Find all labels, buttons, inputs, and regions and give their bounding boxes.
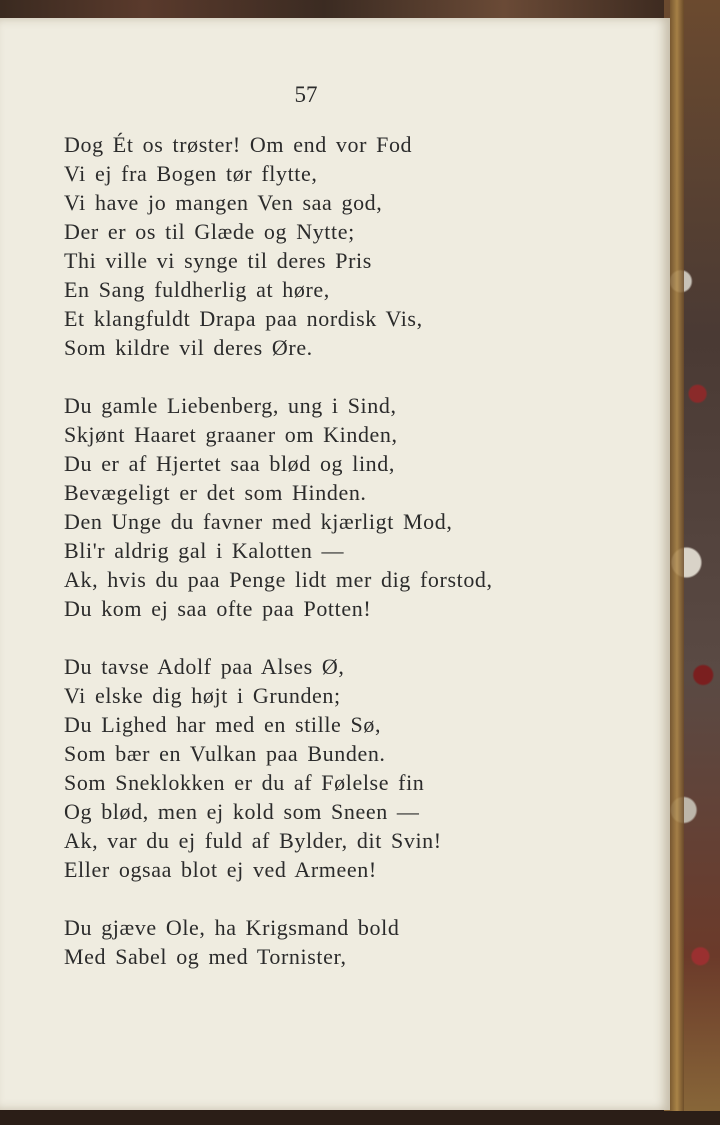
poem-line: Den Unge du favner med kjærligt Mod, (64, 509, 453, 534)
poem-line: Du gjæve Ole, ha Krigsmand bold (64, 915, 400, 940)
book-cover-top-edge (0, 0, 720, 20)
page-number: 57 (294, 82, 318, 107)
poem-line: Og blød, men ej kold som Sneen — (64, 799, 420, 824)
stanza-2 (64, 391, 624, 623)
book-cover-bottom-edge (0, 1111, 720, 1125)
poem-line: Vi have jo mangen Ven saa god, (64, 190, 383, 215)
poem-line: Skjønt Haaret graaner om Kinden, (64, 422, 398, 447)
poem-line: Vi elske dig højt i Grunden; (64, 683, 341, 708)
poem-line: Bevægeligt er det som Hinden. (64, 480, 367, 505)
poem-line: Vi ej fra Bogen tør flytte, (64, 161, 318, 186)
poem-line: Dog Ét os trøster! Om end vor Fod (64, 132, 413, 157)
poem-line: Du Lighed har med en stille Sø, (64, 712, 382, 737)
poem-line: Du gamle Liebenberg, ung i Sind, (64, 393, 397, 418)
book-spine-edge (670, 0, 684, 1125)
poem-line: Du er af Hjertet saa blød og lind, (64, 451, 395, 476)
book-page (0, 18, 670, 1110)
poem-line: Thi ville vi synge til deres Pris (64, 248, 372, 273)
poem-line: Bli'r aldrig gal i Kalotten — (64, 538, 345, 563)
poem-line: Med Sabel og med Tornister, (64, 944, 347, 969)
poem-line: Ak, hvis du paa Penge lidt mer dig forstod, (64, 567, 493, 592)
stanza-3 (64, 652, 624, 884)
poem (64, 130, 624, 1000)
poem-line: Et klangfuldt Drapa paa nordisk Vis, (64, 306, 423, 331)
poem-line: Som Sneklokken er du af Følelse fin (64, 770, 425, 795)
poem-line: Ak, var du ej fuld af Bylder, dit Svin! (64, 828, 442, 853)
stanza-4 (64, 913, 624, 971)
poem-line: Du tavse Adolf paa Alses Ø, (64, 654, 345, 679)
stanza-1 (64, 130, 624, 362)
poem-line: Der er os til Glæde og Nytte; (64, 219, 355, 244)
poem-line: Som bær en Vulkan paa Bunden. (64, 741, 386, 766)
poem-line: Eller ogsaa blot ej ved Armeen! (64, 857, 377, 882)
poem-line: Som kildre vil deres Øre. (64, 335, 313, 360)
poem-line: En Sang fuldherlig at høre, (64, 277, 330, 302)
poem-line: Du kom ej saa ofte paa Potten! (64, 596, 372, 621)
